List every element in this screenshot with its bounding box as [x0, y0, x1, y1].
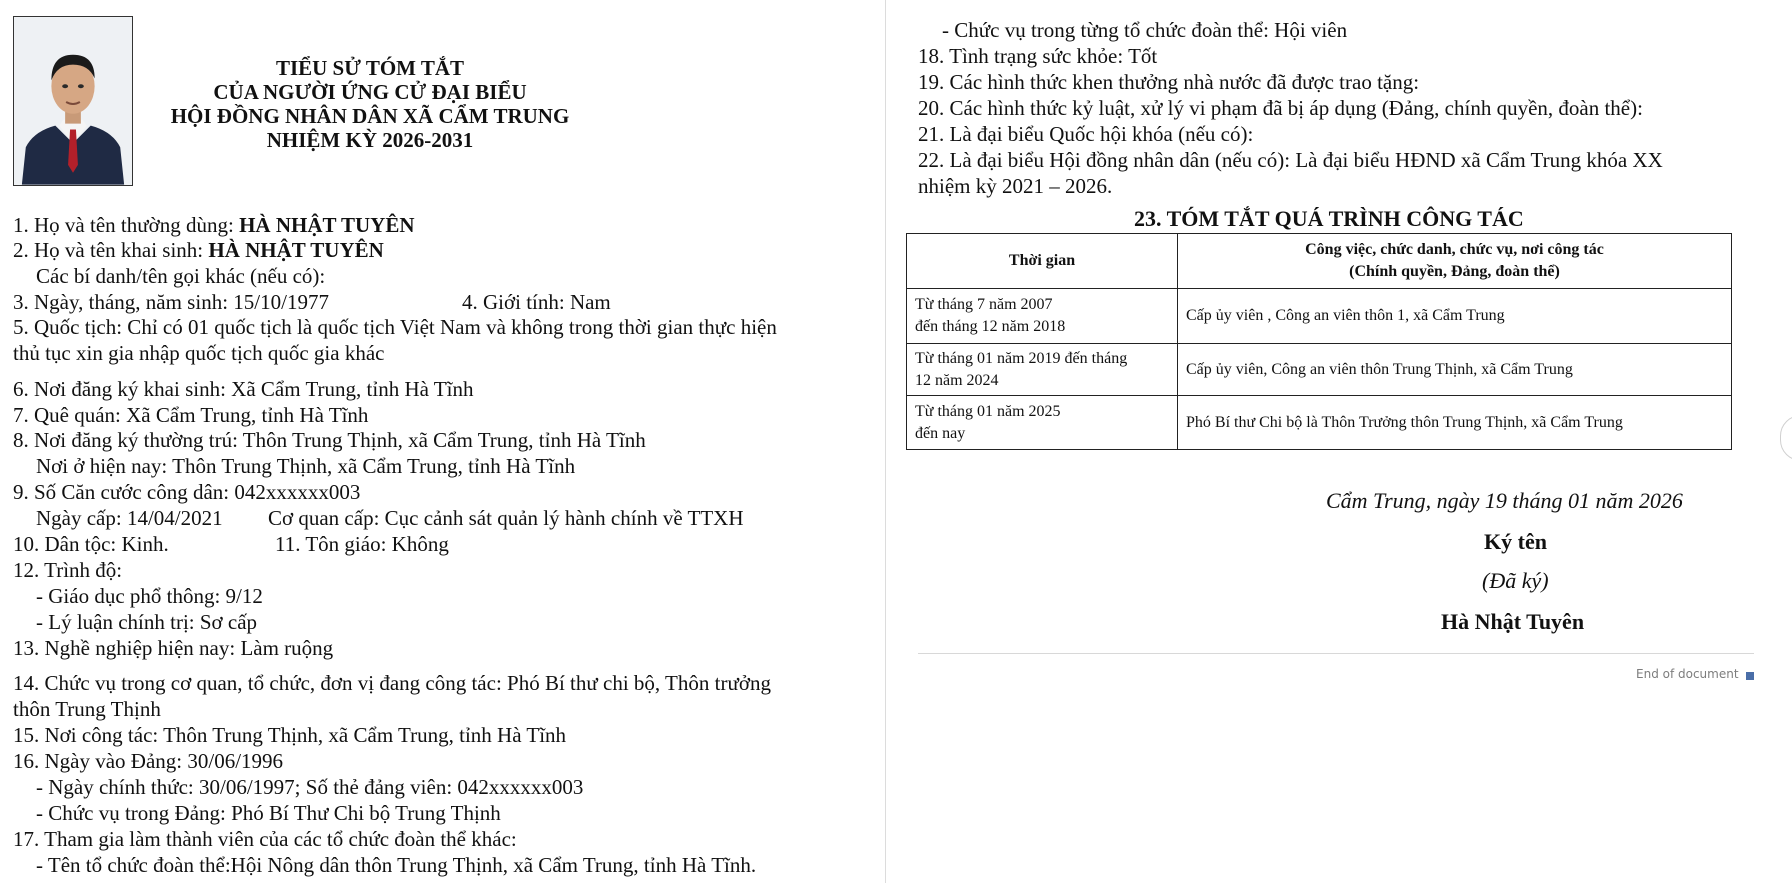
- table-cell-time: [907, 344, 1178, 396]
- end-marker-icon: [1746, 672, 1754, 680]
- table-row: [907, 344, 1732, 396]
- field-party-official: - Ngày chính thức: 30/06/1997; Số thẻ đảng viên: 042xxxxxx003: [36, 775, 584, 799]
- document-header: [130, 56, 610, 152]
- column-header-time: Thời gian: [907, 234, 1178, 289]
- header-title: TIỂU SỬ TÓM TẮT: [275, 56, 465, 80]
- page-divider: [885, 0, 886, 883]
- table-cell-job: Cấp ủy viên , Công an viên thôn 1, xã Cẩm Trung: [1178, 289, 1732, 344]
- work-history-table: [906, 233, 1732, 450]
- signature-date: Cẩm Trung, ngày 19 tháng 01 năm 2026: [1326, 488, 1683, 513]
- field-id-issuer: Cơ quan cấp: Cục cảnh sát quản lý hành chính về TTXH: [268, 506, 744, 530]
- field-organization-name: - Tên tổ chức đoàn thể:Hội Nông dân thôn Trung Thịnh, xã Cẩm Trung, tỉnh Hà Tĩnh.: [36, 853, 757, 877]
- table-row: [907, 289, 1732, 344]
- signature-label: Ký tên: [1484, 529, 1547, 554]
- field-awards: 19. Các hình thức khen thưởng nhà nước đã được trao tặng:: [918, 70, 1420, 94]
- portrait-photo: [13, 16, 133, 186]
- time-line: đến tháng 12 năm 2018: [915, 318, 1066, 335]
- field-common-name: [13, 212, 415, 238]
- field-ethnicity: 10. Dân tộc: Kinh.: [13, 532, 169, 556]
- field-citizen-id: 9. Số Căn cước công dân: 042xxxxxx003: [13, 480, 361, 504]
- time-line: Từ tháng 01 năm 2019 đến tháng: [915, 349, 1128, 367]
- column-header-job-line1: Công việc, chức danh, chức vụ, nơi công tác: [1305, 241, 1604, 258]
- end-of-document-label: End of document: [1636, 667, 1739, 681]
- field-value: HÀ NHẬT TUYÊN: [208, 238, 384, 262]
- signature-status: (Đã ký): [1482, 568, 1549, 593]
- field-value: HÀ NHẬT TUYÊN: [239, 213, 415, 237]
- header-subtitle-1: CỦA NGƯỜI ỨNG CỬ ĐẠI BIỂU: [213, 80, 527, 104]
- table-cell-time: [907, 396, 1178, 450]
- field-discipline: 20. Các hình thức kỷ luật, xử lý vi phạm đã bị áp dụng (Đảng, chính quyền, đoàn thể):: [918, 96, 1643, 120]
- field-organization-role: - Chức vụ trong từng tổ chức đoàn thể: Hội viên: [942, 18, 1348, 42]
- field-national-assembly: 21. Là đại biểu Quốc hội khóa (nếu có):: [918, 122, 1254, 146]
- field-organizations: 17. Tham gia làm thành viên của các tổ chức đoàn thể khác:: [13, 827, 517, 851]
- field-general-education: - Giáo dục phổ thông: 9/12: [36, 584, 263, 608]
- field-birth-name: [13, 237, 384, 263]
- field-current-residence: Nơi ở hiện nay: Thôn Trung Thịnh, xã Cẩm Trung, tỉnh Hà Tĩnh: [36, 454, 576, 478]
- field-birth-date: 3. Ngày, tháng, năm sinh: 15/10/1977: [13, 290, 329, 314]
- side-scroll-handle[interactable]: [1780, 415, 1792, 461]
- table-row: [907, 396, 1732, 450]
- field-position-2: thôn Trung Thịnh: [13, 697, 161, 721]
- table-header-row: [907, 234, 1732, 289]
- end-divider: [918, 653, 1754, 654]
- field-nationality-1: 5. Quốc tịch: Chỉ có 01 quốc tịch là quốc tịch Việt Nam và không trong thời gian thực hiện: [13, 315, 777, 339]
- field-political-theory: - Lý luận chính trị: Sơ cấp: [36, 610, 258, 634]
- header-term: NHIỆM KỲ 2026-2031: [266, 128, 474, 152]
- work-history-title: 23. TÓM TẮT QUÁ TRÌNH CÔNG TÁC: [1134, 206, 1524, 231]
- field-alias: Các bí danh/tên gọi khác (nếu có):: [36, 264, 326, 288]
- column-header-job-line2: (Chính quyền, Đảng, đoàn thể): [1349, 263, 1560, 280]
- table-cell-job: Cấp ủy viên, Công an viên thôn Trung Thịnh, xã Cẩm Trung: [1178, 344, 1732, 396]
- header-subtitle-2: HỘI ĐỒNG NHÂN DÂN XÃ CẨM TRUNG: [170, 104, 570, 128]
- field-party-join-date: 16. Ngày vào Đảng: 30/06/1996: [13, 749, 284, 773]
- field-health: 18. Tình trạng sức khỏe: Tốt: [918, 44, 1158, 68]
- field-label: 1. Họ và tên thường dùng:: [13, 213, 240, 237]
- portrait-icon: [14, 17, 132, 185]
- table-cell-job: Phó Bí thư Chi bộ là Thôn Trưởng thôn Trung Thịnh, xã Cẩm Trung: [1178, 396, 1732, 450]
- field-gender: 4. Giới tính: Nam: [462, 290, 611, 314]
- field-permanent-residence: 8. Nơi đăng ký thường trú: Thôn Trung Thịnh, xã Cẩm Trung, tỉnh Hà Tĩnh: [13, 428, 646, 452]
- field-nationality-2: thủ tục xin gia nhập quốc tịch quốc gia khác: [13, 341, 385, 365]
- time-line: đến nay: [915, 424, 966, 442]
- field-workplace: 15. Nơi công tác: Thôn Trung Thịnh, xã Cẩm Trung, tỉnh Hà Tĩnh: [13, 723, 567, 747]
- field-position-1: 14. Chức vụ trong cơ quan, tổ chức, đơn vị đang công tác: Phó Bí thư chi bộ, Thôn trưởng: [13, 671, 771, 695]
- time-line: 12 năm 2024: [915, 371, 999, 389]
- field-religion: 11. Tôn giáo: Không: [275, 532, 449, 556]
- field-occupation: 13. Nghề nghiệp hiện nay: Làm ruộng: [13, 636, 334, 660]
- table-cell-time: [907, 289, 1178, 344]
- time-line: Từ tháng 01 năm 2025: [915, 402, 1061, 420]
- field-council-delegate-2: nhiệm kỳ 2021 – 2026.: [918, 174, 1113, 198]
- field-birth-registration: 6. Nơi đăng ký khai sinh: Xã Cẩm Trung, tỉnh Hà Tĩnh: [13, 377, 474, 401]
- field-id-issue-date: Ngày cấp: 14/04/2021: [36, 506, 223, 530]
- field-council-delegate-1: 22. Là đại biểu Hội đồng nhân dân (nếu có): Là đại biểu HĐND xã Cẩm Trung khóa XX: [918, 148, 1663, 172]
- time-line: Từ tháng 7 năm 2007: [915, 296, 1053, 313]
- field-party-position: - Chức vụ trong Đảng: Phó Bí Thư Chi bộ Trung Thịnh: [36, 801, 501, 825]
- field-education: 12. Trình độ:: [13, 558, 123, 582]
- signer-name: Hà Nhật Tuyên: [1441, 609, 1585, 634]
- column-header-job: [1178, 234, 1732, 289]
- field-label: 2. Họ và tên khai sinh:: [13, 238, 209, 262]
- field-hometown: 7. Quê quán: Xã Cẩm Trung, tỉnh Hà Tĩnh: [13, 403, 369, 427]
